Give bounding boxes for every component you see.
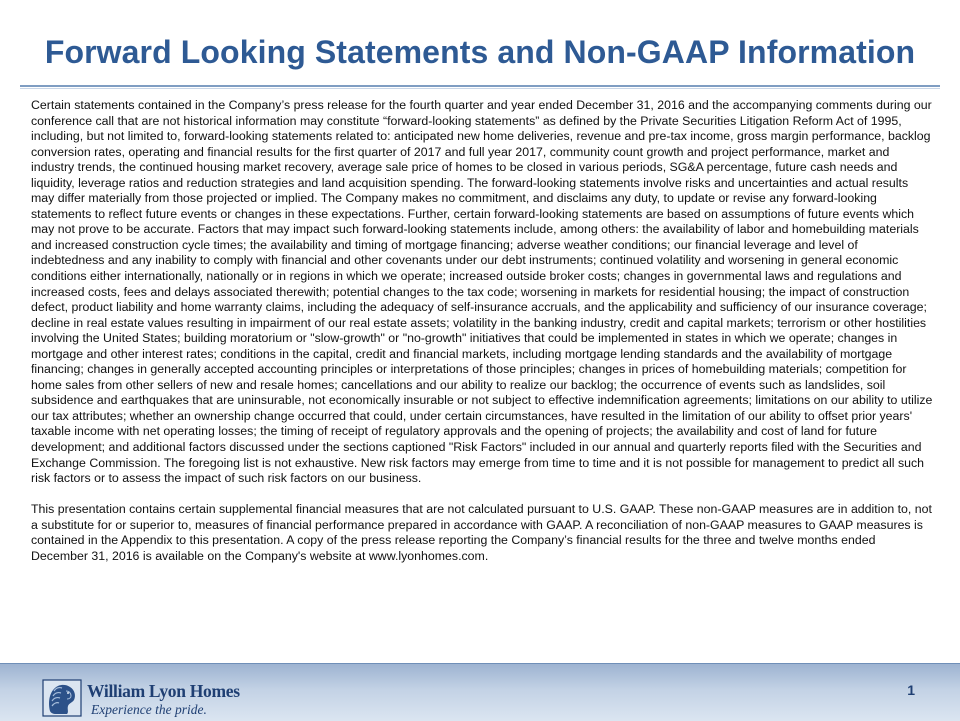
lion-head-icon [42,679,82,717]
slide-body [31,98,933,564]
title-divider [20,85,940,87]
title-divider-shadow [20,88,940,89]
slide-title: Forward Looking Statements and Non-GAAP Information [44,34,916,70]
page-number: 1 [907,682,915,698]
forward-looking-paragraph: Certain statements contained in the Company’s press release for the fourth quarter and year ended December 31, 2016 and the accompanying comments during our conference call that are not historical information may constitute “forward-looking statements” as defined by the Private Securities Litigation Reform Act of 1995, including, but not limited to, forward-looking statements related to: anticipated new home deliveries, revenue and pre-tax income, gross margin performance, backlog conversion rates, operating and financial results for the first quarter of 2017 and full year 2017, community count growth and project performance, market and industry trends, the continued housing market recovery, average sale price of homes to be closed in various periods, SG&A percentage, future cash needs and liquidity, leverage ratios and reduction strategies and land acquisition spending. The forward-looking statements involve risks and uncertainties and actual results may differ materially from those projected or implied. The Company makes no commitment, and disclaims any duty, to update or revise any forward-looking statements to reflect future events or changes in these expectations. Further, certain forward-looking statements are based on assumptions of future events which may not prove to be accurate. Factors that may impact such forward-looking statements include, among others: the availability of labor and homebuilding materials and increased construction cycle times; the availability and timing of mortgage financing; adverse weather conditions; our financial leverage and level of indebtedness and any inability to comply with financial and other covenants under our debt instruments; continued volatility and worsening in general economic conditions either internationally, nationally or in regions in which we operate; increased outside broker costs; changes in governmental laws and regulations and increased costs, fees and delays associated therewith; potential changes to the tax code; worsening in markets for residential housing; the impact of construction defect, product liability and home warranty claims, including the adequacy of self-insurance accruals, and the applicability and sufficiency of our insurance coverage; decline in real estate values resulting in impairment of our real estate assets; volatility in the banking industry, credit and capital markets; terrorism or other hostilities involving the United States; building moratorium or "slow-growth" or "no-growth" initiatives that could be implemented in states in which we operate; changes in mortgage and other interest rates; conditions in the capital, credit and financial markets, including mortgage lending standards and the availability of mortgage financing; changes in generally accepted accounting principles or interpretations of those principles; changes in prices of homebuilding materials; competition for home sales from other sellers of new and resale homes; cancellations and our ability to realize our backlog; the occurrence of events such as landslides, soil subsidence and earthquakes that are uninsurable, not economically insurable or not subject to effective indemnification agreements; limitations on our ability to utilize our tax attributes; whether an ownership change occurred that could, under certain circumstances, have resulted in the limitation of our ability to offset prior years' taxable income with net operating losses; the timing of receipt of regulatory approvals and the opening of projects; the availability and cost of land for future development; and additional factors discussed under the sections captioned "Risk Factors" included in our annual and quarterly reports filed with the Securities and Exchange Commission. The foregoing list is not exhaustive. New risk factors may emerge from time to time and it is not possible for management to predict all such risk factors or to assess the impact of such risk factors on our business. [31,98,933,486]
company-name: William Lyon Homes [87,681,240,701]
company-logo [42,679,252,719]
footer-band [0,663,960,721]
non-gaap-paragraph: This presentation contains certain supplemental financial measures that are not calculated pursuant to U.S. GAAP. These non-GAAP measures are in addition to, not a substitute for or superior to, measures of financial performance prepared in accordance with GAAP. A reconciliation of non-GAAP measures to GAAP measures is contained in the Appendix to this presentation. A copy of the press release reporting the Company’s financial results for the three and twelve months ended December 31, 2016 is available on the Company's website at www.lyonhomes.com. [31,502,932,563]
company-tagline: Experience the pride. [91,702,207,717]
